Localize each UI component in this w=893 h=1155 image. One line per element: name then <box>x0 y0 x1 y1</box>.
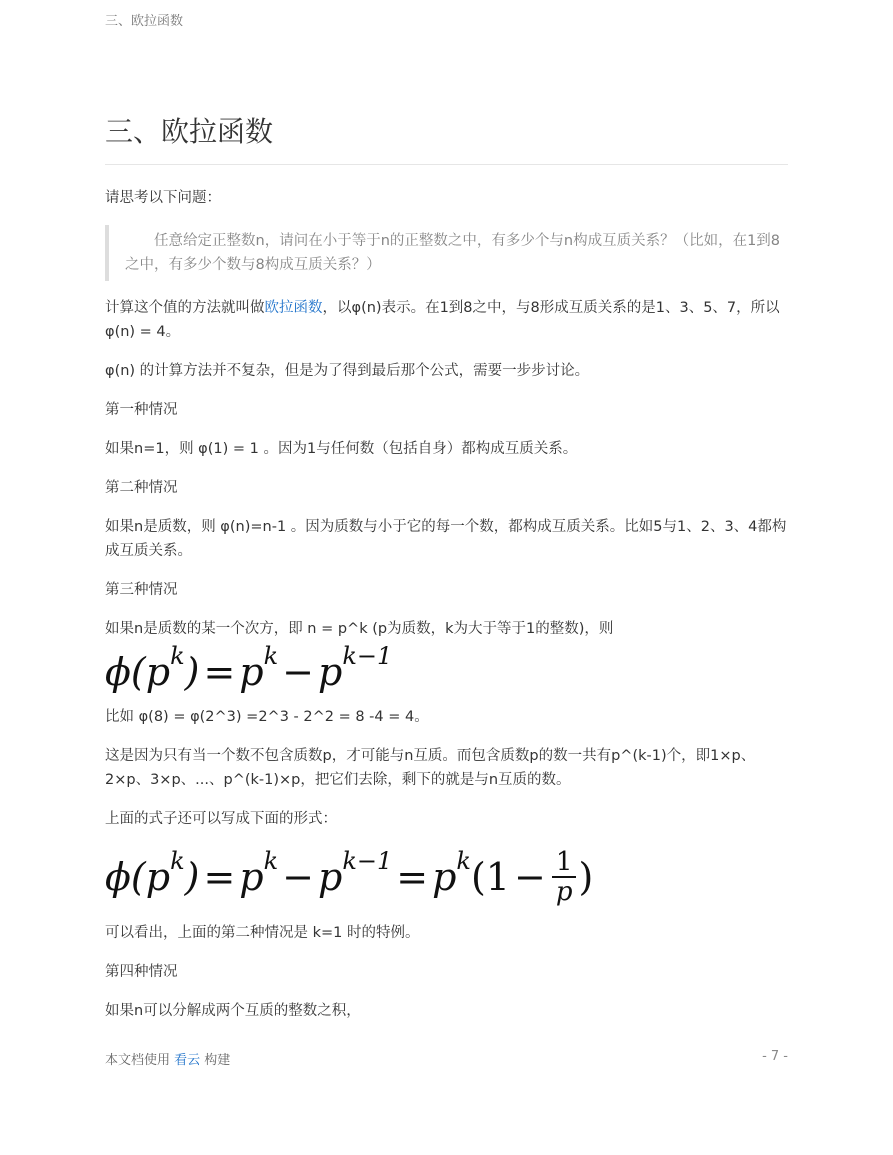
case3-title: 第三种情况 <box>105 582 178 598</box>
case1-title: 第一种情况 <box>105 402 178 418</box>
page-title: 三、欧拉函数 <box>105 112 788 165</box>
case3-note: 可以看出，上面的第二种情况是 k=1 时的特例。 <box>105 925 420 941</box>
case2-text: 如果n是质数，则 φ(n)=n-1 。因为质数与小于它的每一个数，都构成互质关系。比如5与1、2、3、4都构成互质关系。 <box>105 519 787 559</box>
formula-phi-pk: ϕ(p k ) = p k − p k−1 <box>105 642 393 694</box>
definition-text-before: 计算这个值的方法就叫做 <box>105 300 265 316</box>
definition-paragraph <box>105 296 788 344</box>
case4-title: 第四种情况 <box>105 964 178 980</box>
case2-title: 第二种情况 <box>105 480 178 496</box>
article-body <box>105 186 788 1038</box>
method-paragraph: φ(n) 的计算方法并不复杂，但是为了得到最后那个公式，需要一步步讨论。 <box>105 363 590 379</box>
euler-function-link[interactable]: 欧拉函数 <box>264 300 323 316</box>
intro-paragraph: 请思考以下问题： <box>105 190 221 206</box>
definition-text-after: ，以φ(n)表示。在1到8之中，与8形成互质关系的是1、3、5、7，所以 φ(n) = 4。 <box>105 300 780 340</box>
case3-explain: 这是因为只有当一个数不包含质数p，才可能与n互质。而包含质数p的数一共有p^(k-1)个，即1×p、2×p、3×p、...、p^(k-1)×p，把它们去除，剩下的就是与n互质的数。 <box>105 748 756 788</box>
case3-example: 比如 φ(8) = φ(2^3) =2^3 - 2^2 = 8 -4 = 4。 <box>105 709 429 725</box>
footer-credit <box>105 1049 230 1068</box>
case3-rewrite: 上面的式子还可以写成下面的形式： <box>105 811 337 827</box>
running-header: 三、欧拉函数 <box>105 14 184 29</box>
footer-suffix: 构建 <box>200 1053 231 1068</box>
case1-text: 如果n=1，则 φ(1) = 1 。因为1与任何数（包括自身）都构成互质关系。 <box>105 441 578 457</box>
footer-prefix: 本文档使用 <box>105 1053 175 1068</box>
kancloud-link[interactable]: 看云 <box>174 1053 201 1068</box>
question-blockquote: 任意给定正整数n，请问在小于等于n的正整数之中，有多少个与n构成互质关系？（比如，在1到8之中，有多少个数与8构成互质关系？） <box>105 225 788 281</box>
page-number: - 7 - <box>762 1049 788 1064</box>
formula-phi-pk-factored: ϕ(p k ) = p k − p k−1 = p k (1 − $\frac{1}{p}$ ) <box>105 847 594 907</box>
case4-text: 如果n可以分解成两个互质的整数之积， <box>105 1003 361 1019</box>
case3-text: 如果n是质数的某一个次方，即 n = p^k (p为质数，k为大于等于1的整数)，则 <box>105 621 614 637</box>
